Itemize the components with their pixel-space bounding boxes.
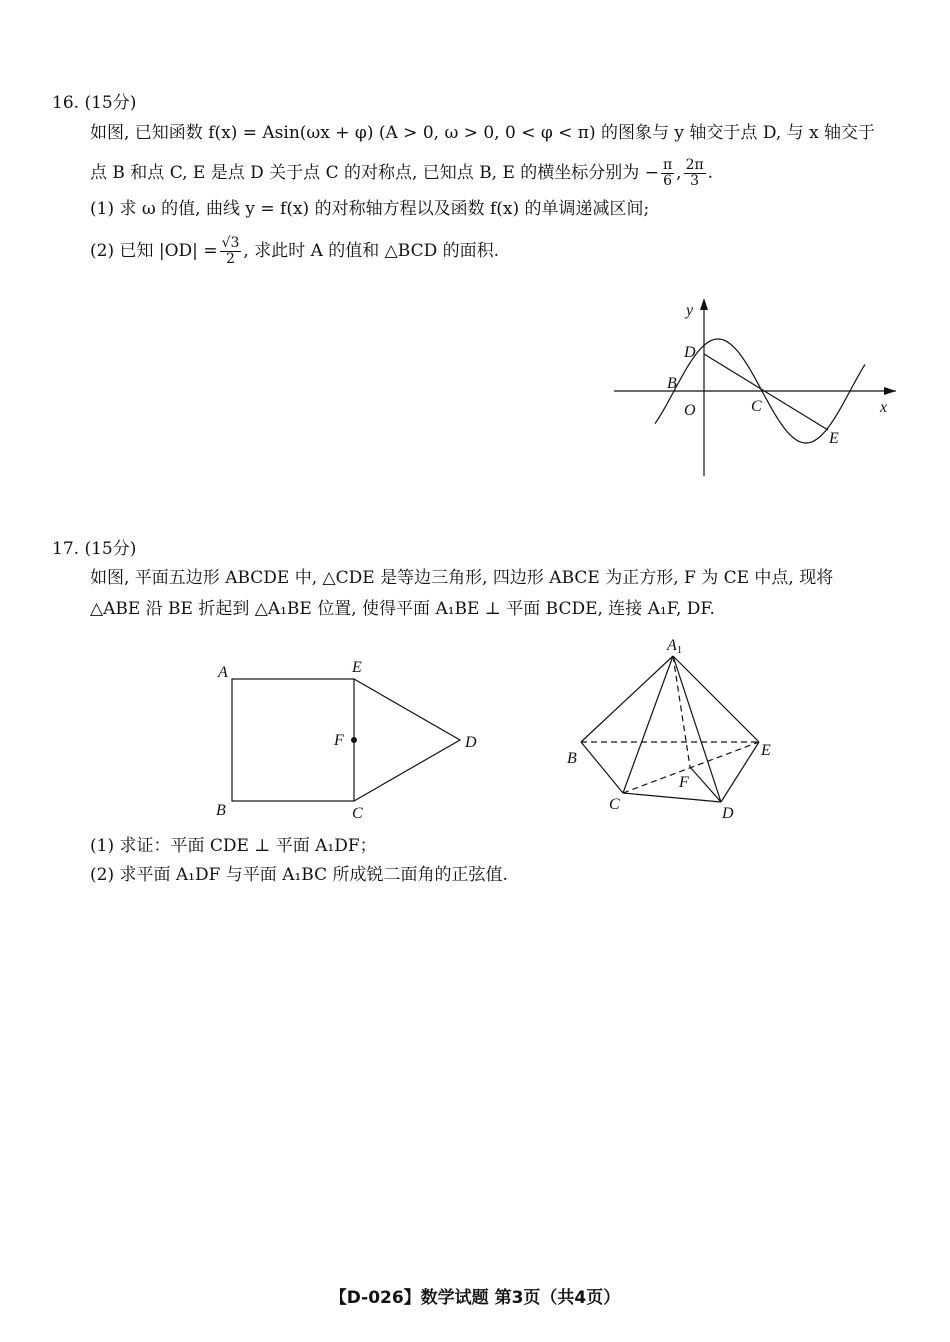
page-footer: 【D-026】数学试题 第3页（共4页） [329, 1288, 621, 1308]
q16-line2-text: 点 B 和点 C, E 是点 D 关于点 C 的对称点, 已知点 B, E 的横坐标分别为 − [90, 163, 659, 183]
frac-num: √3 [221, 235, 240, 251]
q17-line2: △ABE 沿 BE 折起到 △A₁BE 位置, 使得平面 A₁BE ⊥ 平面 BCDE, 连接 A₁F, DF. [90, 599, 715, 619]
edge-CD [623, 793, 721, 802]
label-E: E [829, 430, 839, 447]
label-B: B [567, 750, 577, 767]
frac-num: 2π [685, 157, 704, 173]
pentagon-figure [210, 650, 490, 830]
label-y: y [686, 302, 694, 319]
edge-A1F [673, 656, 690, 767]
label-F: F [679, 774, 689, 791]
edge-FD [690, 767, 721, 802]
label-C: C [751, 398, 762, 415]
q16-line2 [90, 158, 713, 189]
q17-part2: (2) 求平面 A₁DF 与平面 A₁BC 所成锐二面角的正弦值. [90, 865, 508, 885]
label-D: D [722, 805, 734, 822]
label-E: E [761, 742, 771, 759]
q17-line1: 如图, 平面五边形 ABCDE 中, △CDE 是等边三角形, 四边形 ABCE 为正方形, F 为 CE 中点, 现将 [90, 568, 834, 588]
label-A1-sub: 1 [676, 644, 683, 656]
q16-header: 16. (15分) [52, 93, 137, 113]
line-end: . [707, 163, 714, 183]
fraction-pi-over-6 [661, 158, 674, 189]
label-A: A [218, 664, 228, 681]
label-F: F [334, 732, 344, 749]
sine-graph-figure [600, 290, 910, 485]
edge-DE [721, 742, 759, 802]
label-C: C [352, 805, 363, 822]
fraction-sqrt3-over-2 [220, 236, 242, 267]
frac-den: 2 [226, 251, 235, 267]
edge-A1C [623, 656, 673, 793]
edge-BC [581, 742, 623, 793]
label-O: O [684, 402, 696, 419]
segment-DE [704, 354, 828, 430]
edge-A1B [581, 656, 673, 742]
frac-num: π [662, 157, 673, 173]
folded-solid-figure [555, 630, 795, 825]
edge-A1E [673, 656, 759, 742]
label-A1 [666, 637, 682, 656]
label-D: D [465, 734, 477, 751]
q16-part2-pre: (2) 已知 |OD| = [90, 241, 218, 261]
label-x: x [880, 399, 888, 416]
frac-den: 3 [690, 173, 700, 189]
frac-den: 6 [663, 173, 673, 189]
fraction-2pi-over-3 [684, 158, 706, 189]
q16-line1: 如图, 已知函数 f(x) = Asin(ωx + φ) (A > 0, ω > 0, 0 < φ < π) 的图象与 y 轴交于点 D, 与 x 轴交于 [90, 123, 876, 143]
label-A1-main: A [667, 637, 677, 654]
label-D: D [684, 344, 696, 361]
q16-part2 [90, 236, 499, 267]
label-B: B [216, 802, 226, 819]
point-F [351, 737, 357, 743]
x-axis-arrow [884, 387, 896, 395]
frac-separator: , [676, 163, 682, 183]
q17-part1: (1) 求证：平面 CDE ⊥ 平面 A₁DF； [90, 836, 377, 856]
label-B: B [667, 375, 677, 392]
label-E: E [352, 659, 362, 676]
q16-part2-post: , 求此时 A 的值和 △BCD 的面积. [243, 241, 500, 261]
q16-part1: (1) 求 ω 的值, 曲线 y = f(x) 的对称轴方程以及函数 f(x) 的单调递减区间; [90, 199, 650, 219]
y-axis-arrow [700, 298, 708, 310]
triangle-CDE [354, 679, 460, 801]
q17-header: 17. (15分) [52, 539, 137, 559]
label-C: C [609, 796, 620, 813]
